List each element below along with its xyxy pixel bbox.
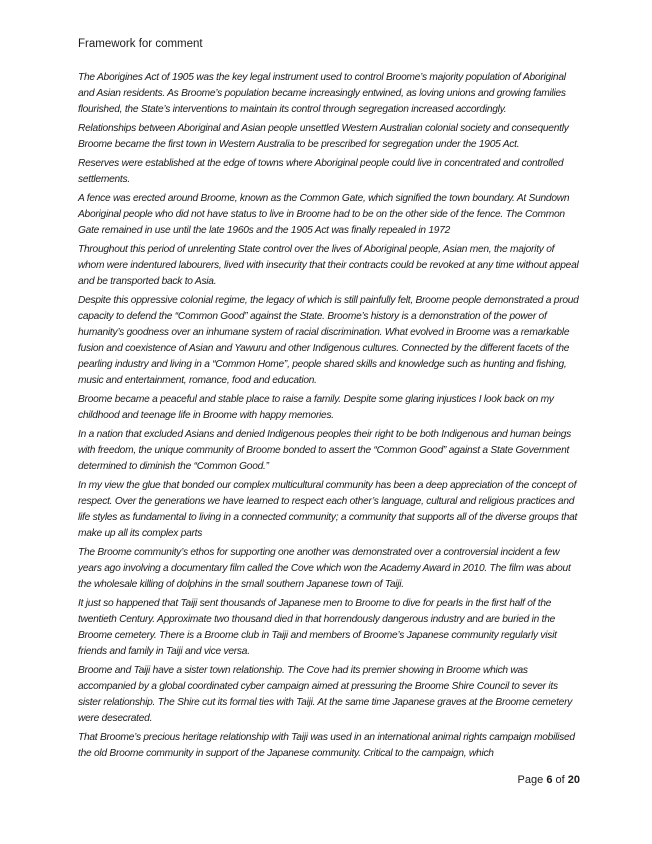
paragraph: Reserves were established at the edge of towns where Aboriginal people could live in concentrated and controlled settlements. [78,158,564,185]
paragraph: Relationships between Aboriginal and Asian people unsettled Western Australian colonial society and consequently Broome became the first town in Western Australia to be prescribed for segregation under the 1905 Act. [78,123,569,150]
footer-page-label: Page [517,774,544,786]
paragraph: In my view the glue that bonded our complex multicultural community has been a deep appreciation of the concept of respect. Over the generations we have learned to respect each other’s language, cultural and religious practices and life styles as fundamental to living in a connected community; a community that supports all of the diverse groups that make up all its complex parts [78,480,578,539]
paragraph: In a nation that excluded Asians and denied Indigenous peoples their right to be both Indigenous and human beings with freedom, the unique community of Broome bonded to assert the “Common Good” against a State Government determined to diminish the “Common Good.” [78,429,572,472]
paragraph: Broome and Taiji have a sister town relationship. The Cove had its premier showing in Broome which was accompanied by a global coordinated cyber campaign aimed at pressuring the Broome Shire Council to sever its sister relationship. The Shire cut its formal ties with Taiji. At the same time Japanese graves at the Broome cemetery were desecrated. [78,665,573,724]
page-footer [518,774,580,786]
paragraph: The Broome community’s ethos for supporting one another was demonstrated over a controversial incident a few years ago involving a documentary film called the Cove which won the Academy Award in 2010. The film was about the wholesale killing of dolphins in the small southern Japanese town of Taiji. [78,547,571,590]
page-header: Framework for comment [78,38,203,50]
paragraph: It just so happened that Taiji sent thousands of Japanese men to Broome to dive for pearls in the first half of the twentieth Century. Approximate two thousand died in that horrendously dangerous industry and are buried in the Broome cemetery. There is a Broome club in Taiji and members of Broome’s Japanese community regularly visit friends and family in Taiji and vice versa. [78,598,557,657]
paragraph: Broome became a peaceful and stable place to raise a family. Despite some glaring injustices I look back on my childhood and teenage life in Broome with happy memories. [78,394,554,421]
paragraph: A fence was erected around Broome, known as the Common Gate, which signified the town boundary. At Sundown Aboriginal people who did not have status to live in Broome had to be on the other side of the fence. The Common Gate remained in use until the late 1960s and the 1905 Act was finally repealed in 1972 [78,193,570,236]
footer-total-pages: 20 [567,774,580,786]
paragraph: Throughout this period of unrelenting State control over the lives of Aboriginal people, Asian men, the majority of whom were indentured labourers, lived with insecurity that their contracts could be revoked at any time without appeal and be transported back to Asia. [78,244,579,287]
paragraph: That Broome’s precious heritage relationship with Taiji was used in an international animal rights campaign mobilised the old Broome community in support of the Japanese community. Critical to the campaign, which [78,732,575,759]
footer-of-label: of [555,774,565,786]
footer-page-number: 6 [546,774,553,786]
document-body [78,70,581,765]
paragraph: Despite this oppressive colonial regime, the legacy of which is still painfully felt, Broome people demonstrated a proud capacity to defend the “Common Good” against the State. Broome’s history is a demonstration of the power of humanity’s goodness over an inhumane system of racial discrimination. What evolved in Broome was a remarkable fusion and coexistence of Asian and Yawuru and other Indigenous cultures. Connected by the different facets of the pearling industry and living in a “Common Home”, people shared skills and knowledge such as hunting and fishing, music and entertainment, romance, food and education. [78,295,579,386]
paragraph: The Aborigines Act of 1905 was the key legal instrument used to control Broome’s majority population of Aboriginal and Asian residents. As Broome’s population became increasingly entwined, as loving unions and growing families flourished, the State’s interventions to maintain its control through segregation increased accordingly. [78,72,566,115]
